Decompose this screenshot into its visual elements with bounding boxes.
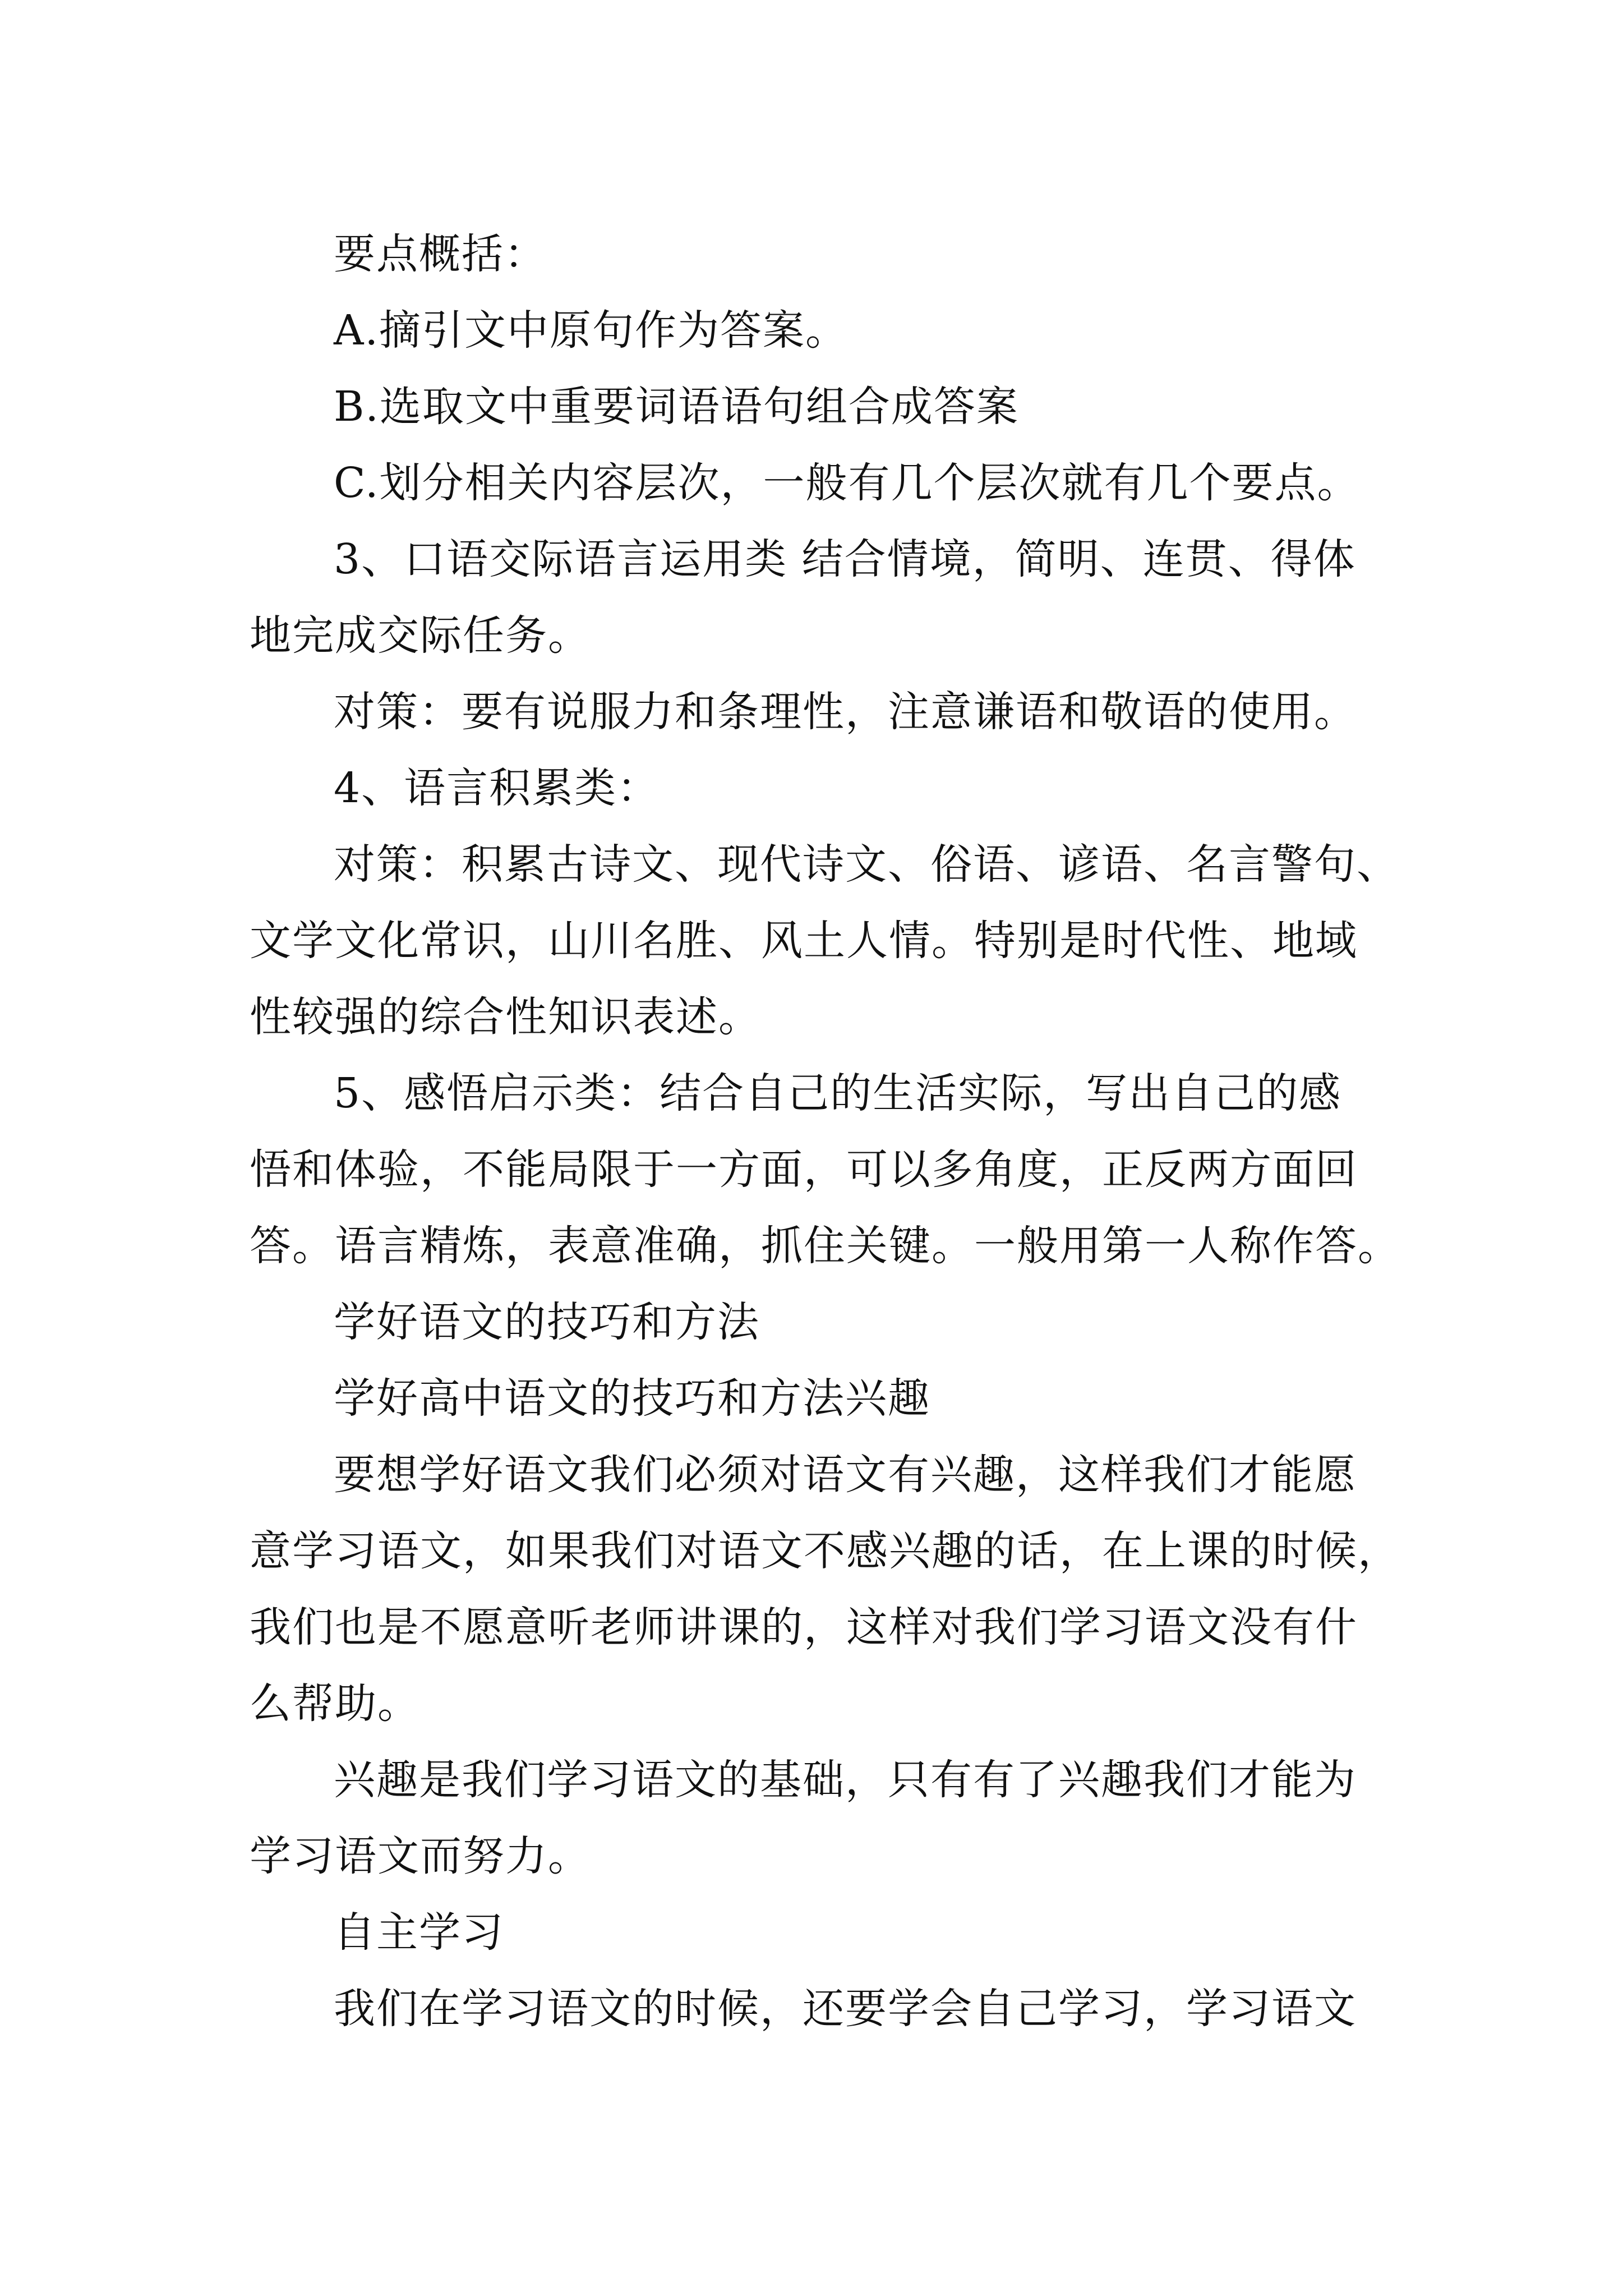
section-heading: 学好高中语文的技巧和方法兴趣 bbox=[334, 1374, 930, 1423]
text-line: 兴趣是我们学习语文的基础，只有有了兴趣我们才能为 bbox=[334, 1756, 1357, 1804]
text-line: 地完成交际任务。 bbox=[250, 611, 591, 660]
section-heading: 学好语文的技巧和方法 bbox=[334, 1298, 760, 1346]
text-line: 要点概括： bbox=[334, 230, 547, 278]
text-line: 要想学好语文我们必须对语文有兴趣，这样我们才能愿 bbox=[334, 1451, 1357, 1499]
text-line: 5、感悟启示类：结合自己的生活实际，写出自己的感 bbox=[334, 1069, 1342, 1117]
text-line: C.划分相关内容层次，一般有几个层次就有几个要点。 bbox=[334, 459, 1360, 507]
document-body bbox=[250, 216, 1400, 2047]
text-line: 意学习语文，如果我们对语文不感兴趣的话，在上课的时候， bbox=[250, 1527, 1400, 1575]
text-line: 我们也是不愿意听老师讲课的，这样对我们学习语文没有什 bbox=[250, 1603, 1358, 1651]
section-heading: 自主学习 bbox=[334, 1908, 504, 1957]
text-line: A.摘引文中原句作为答案。 bbox=[334, 306, 848, 355]
text-line: 文学文化常识，山川名胜、风土人情。特别是时代性、地域 bbox=[250, 917, 1358, 965]
text-line: B.选取文中重要词语语句组合成答案 bbox=[334, 383, 1019, 431]
text-line: 对策：要有说服力和条理性，注意谦语和敬语的使用。 bbox=[334, 688, 1357, 736]
text-line: 答。语言精炼，表意准确，抓住关键。一般用第一人称作答。 bbox=[250, 1222, 1400, 1270]
text-line: 我们在学习语文的时候，还要学会自己学习，学习语文 bbox=[334, 1985, 1357, 2033]
text-line: 4、语言积累类： bbox=[334, 764, 660, 812]
text-line: 对策：积累古诗文、现代诗文、俗语、谚语、名言警句、 bbox=[334, 840, 1399, 889]
text-line: 3、口语交际语言运用类 结合情境，简明、连贯、得体 bbox=[334, 535, 1356, 583]
text-line: 性较强的综合性知识表述。 bbox=[250, 993, 761, 1041]
text-line: 么帮助。 bbox=[250, 1680, 420, 1728]
text-line: 悟和体验，不能局限于一方面，可以多角度，正反两方面回 bbox=[250, 1145, 1358, 1194]
text-line: 学习语文而努力。 bbox=[250, 1832, 591, 1880]
